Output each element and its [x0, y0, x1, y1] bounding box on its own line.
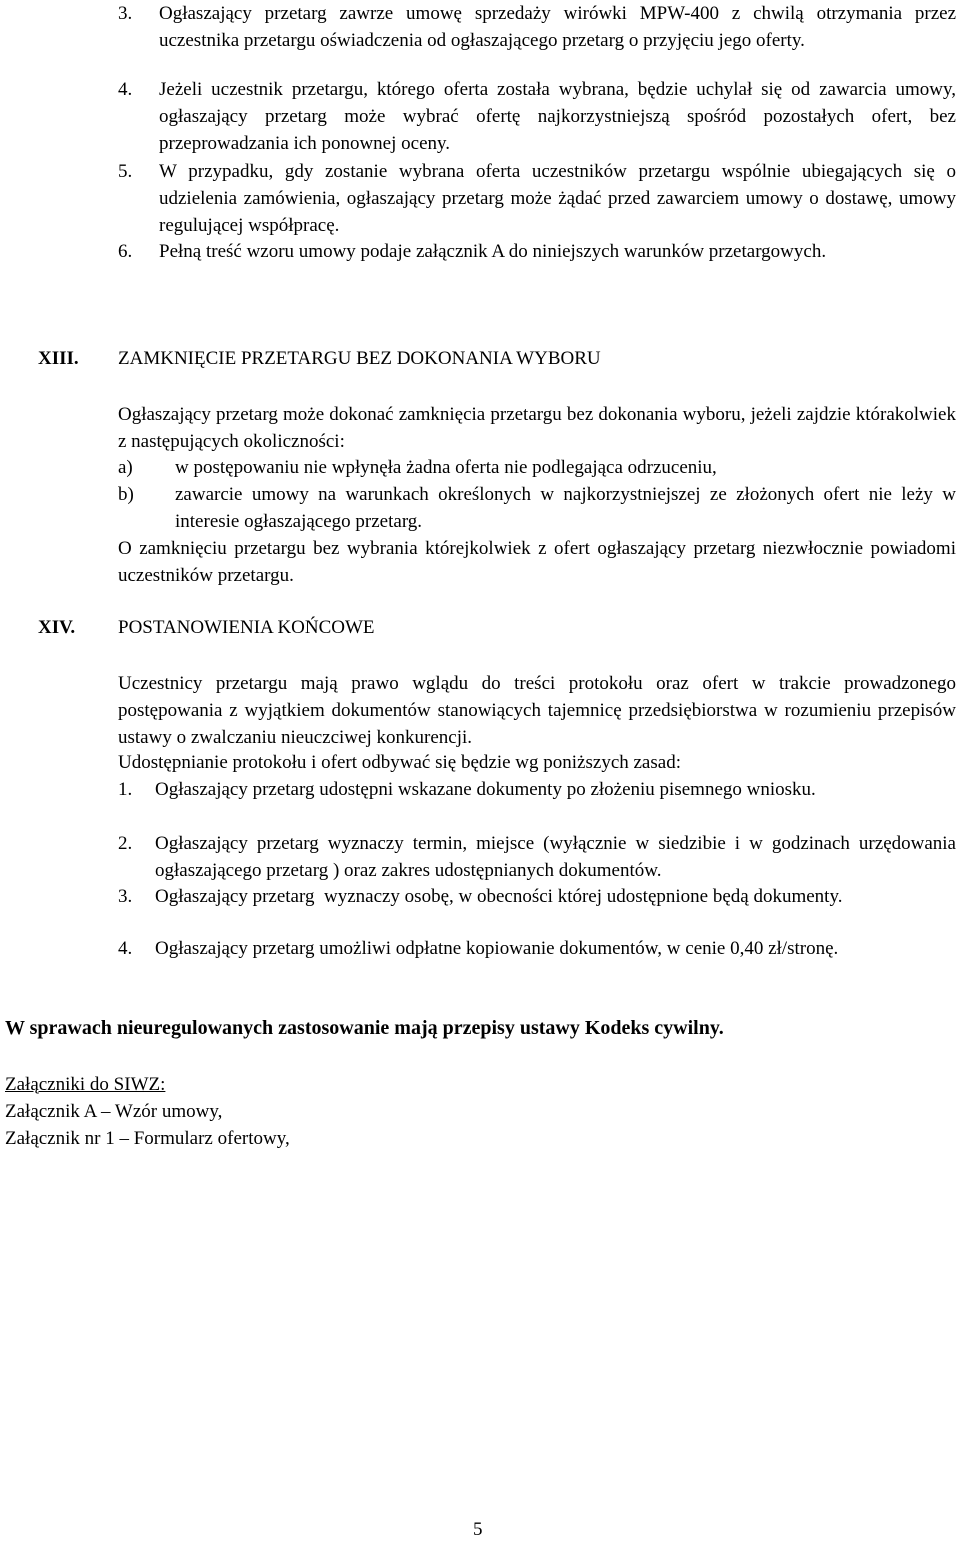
- section-heading: [38, 614, 938, 641]
- attachment-item: Załącznik nr 1 – Formularz ofertowy,: [5, 1128, 290, 1149]
- list-text: Ogłaszający przetarg zawrze umowę sprzedaży wirówki MPW-400 z chwilą otrzymania przez uczestnika przetargu oświadczenia od ogłaszającego przetarg o przyjęciu jego oferty.: [159, 3, 956, 51]
- list-text: Pełną treść wzoru umowy podaje załącznik A do niniejszych warunków przetargowych.: [159, 241, 827, 262]
- list-text: W przypadku, gdy zostanie wybrana oferta uczestników przetargu wspólnie ubiegających się o udzielenia zamówienia, ogłaszający przetarg może żądać przed zawarciem umowy o dostawę, umowy regulującej współpracę.: [159, 161, 956, 236]
- list-text: zawarcie umowy na warunkach określonych w najkorzystniejszej ze złożonych ofert nie leży w interesie ogłaszającego przetarg.: [175, 484, 956, 532]
- section-intro: Uczestnicy przetargu mają prawo wglądu do treści protokołu oraz ofert w trakcie prowadzonego postępowania z wyjątkiem dokumentów stanowiących tajemnicę przedsiębiorstwa w rozumieniu przepisów ustawy o zwalczaniu nieuczciwej konkurencji.: [118, 673, 956, 748]
- list-text: Ogłaszający przetarg wyznaczy termin, miejsce (wyłącznie w siedzibie i w godzinach urzędowania ogłaszającego przetarg ) oraz zakres udostępnianych dokumentów.: [155, 833, 956, 881]
- attachment-item: Załącznik A – Wzór umowy,: [5, 1101, 223, 1122]
- page-number: 5: [473, 1519, 483, 1540]
- list-number: 3.: [118, 886, 133, 907]
- list-label: a): [118, 457, 133, 478]
- section-intro: Ogłaszający przetarg może dokonać zamknięcia przetargu bez dokonania wyboru, jeżeli zajdzie którakolwiek z następujących okoliczności:: [118, 404, 956, 452]
- list-item: [118, 158, 956, 239]
- list-item: [118, 776, 956, 803]
- list-text: Ogłaszający przetarg udostępni wskazane dokumenty po złożeniu pisemnego wniosku.: [155, 779, 816, 800]
- rules-intro: Udostępnianie protokołu i ofert odbywać się będzie wg poniższych zasad:: [118, 752, 681, 773]
- section-closing: O zamknięciu przetargu bez wybrania którejkolwiek z ofert ogłaszający przetarg niezwłocznie powiadomi uczestników przetargu.: [118, 538, 956, 586]
- list-item: [118, 454, 956, 481]
- list-item: [118, 935, 956, 962]
- list-text: Ogłaszający przetarg umożliwi odpłatne kopiowanie dokumentów, w cenie 0,40 zł/stronę.: [155, 938, 839, 959]
- list-number: 1.: [118, 779, 133, 800]
- list-number: 6.: [118, 241, 133, 262]
- section-title: POSTANOWIENIA KOŃCOWE: [118, 617, 375, 638]
- list-number: 4.: [118, 79, 133, 100]
- list-text: Ogłaszający przetarg wyznaczy osobę, w obecności której udostępnione będą dokumenty.: [155, 886, 843, 907]
- list-label: b): [118, 484, 134, 505]
- list-number: 4.: [118, 938, 133, 959]
- list-item: [118, 830, 956, 884]
- final-statement: W sprawach nieuregulowanych zastosowanie mają przepisy ustawy Kodeks cywilny.: [5, 1017, 724, 1039]
- attachments-heading: Załączniki do SIWZ:: [5, 1074, 166, 1095]
- list-text: w postępowaniu nie wpłynęła żadna oferta nie podlegająca odrzuceniu,: [175, 457, 717, 478]
- section-heading: [38, 345, 938, 372]
- list-number: 2.: [118, 833, 133, 854]
- list-number: 3.: [118, 3, 133, 24]
- section-title: ZAMKNIĘCIE PRZETARGU BEZ DOKONANIA WYBORU: [118, 348, 601, 369]
- list-text: Jeżeli uczestnik przetargu, którego oferta została wybrana, będzie uchylał się od zawarcia umowy, ogłaszający przetarg może wybrać ofertę najkorzystniejszą spośród pozostałych ofert, bez przeprowadzania ich ponownej oceny.: [159, 79, 956, 154]
- list-item: [118, 76, 956, 157]
- list-item: [118, 883, 956, 910]
- list-item: [118, 238, 956, 265]
- list-number: 5.: [118, 161, 133, 182]
- section-number: XIII.: [38, 348, 79, 369]
- list-item: [118, 481, 956, 535]
- section-number: XIV.: [38, 617, 76, 638]
- list-item: [118, 0, 956, 54]
